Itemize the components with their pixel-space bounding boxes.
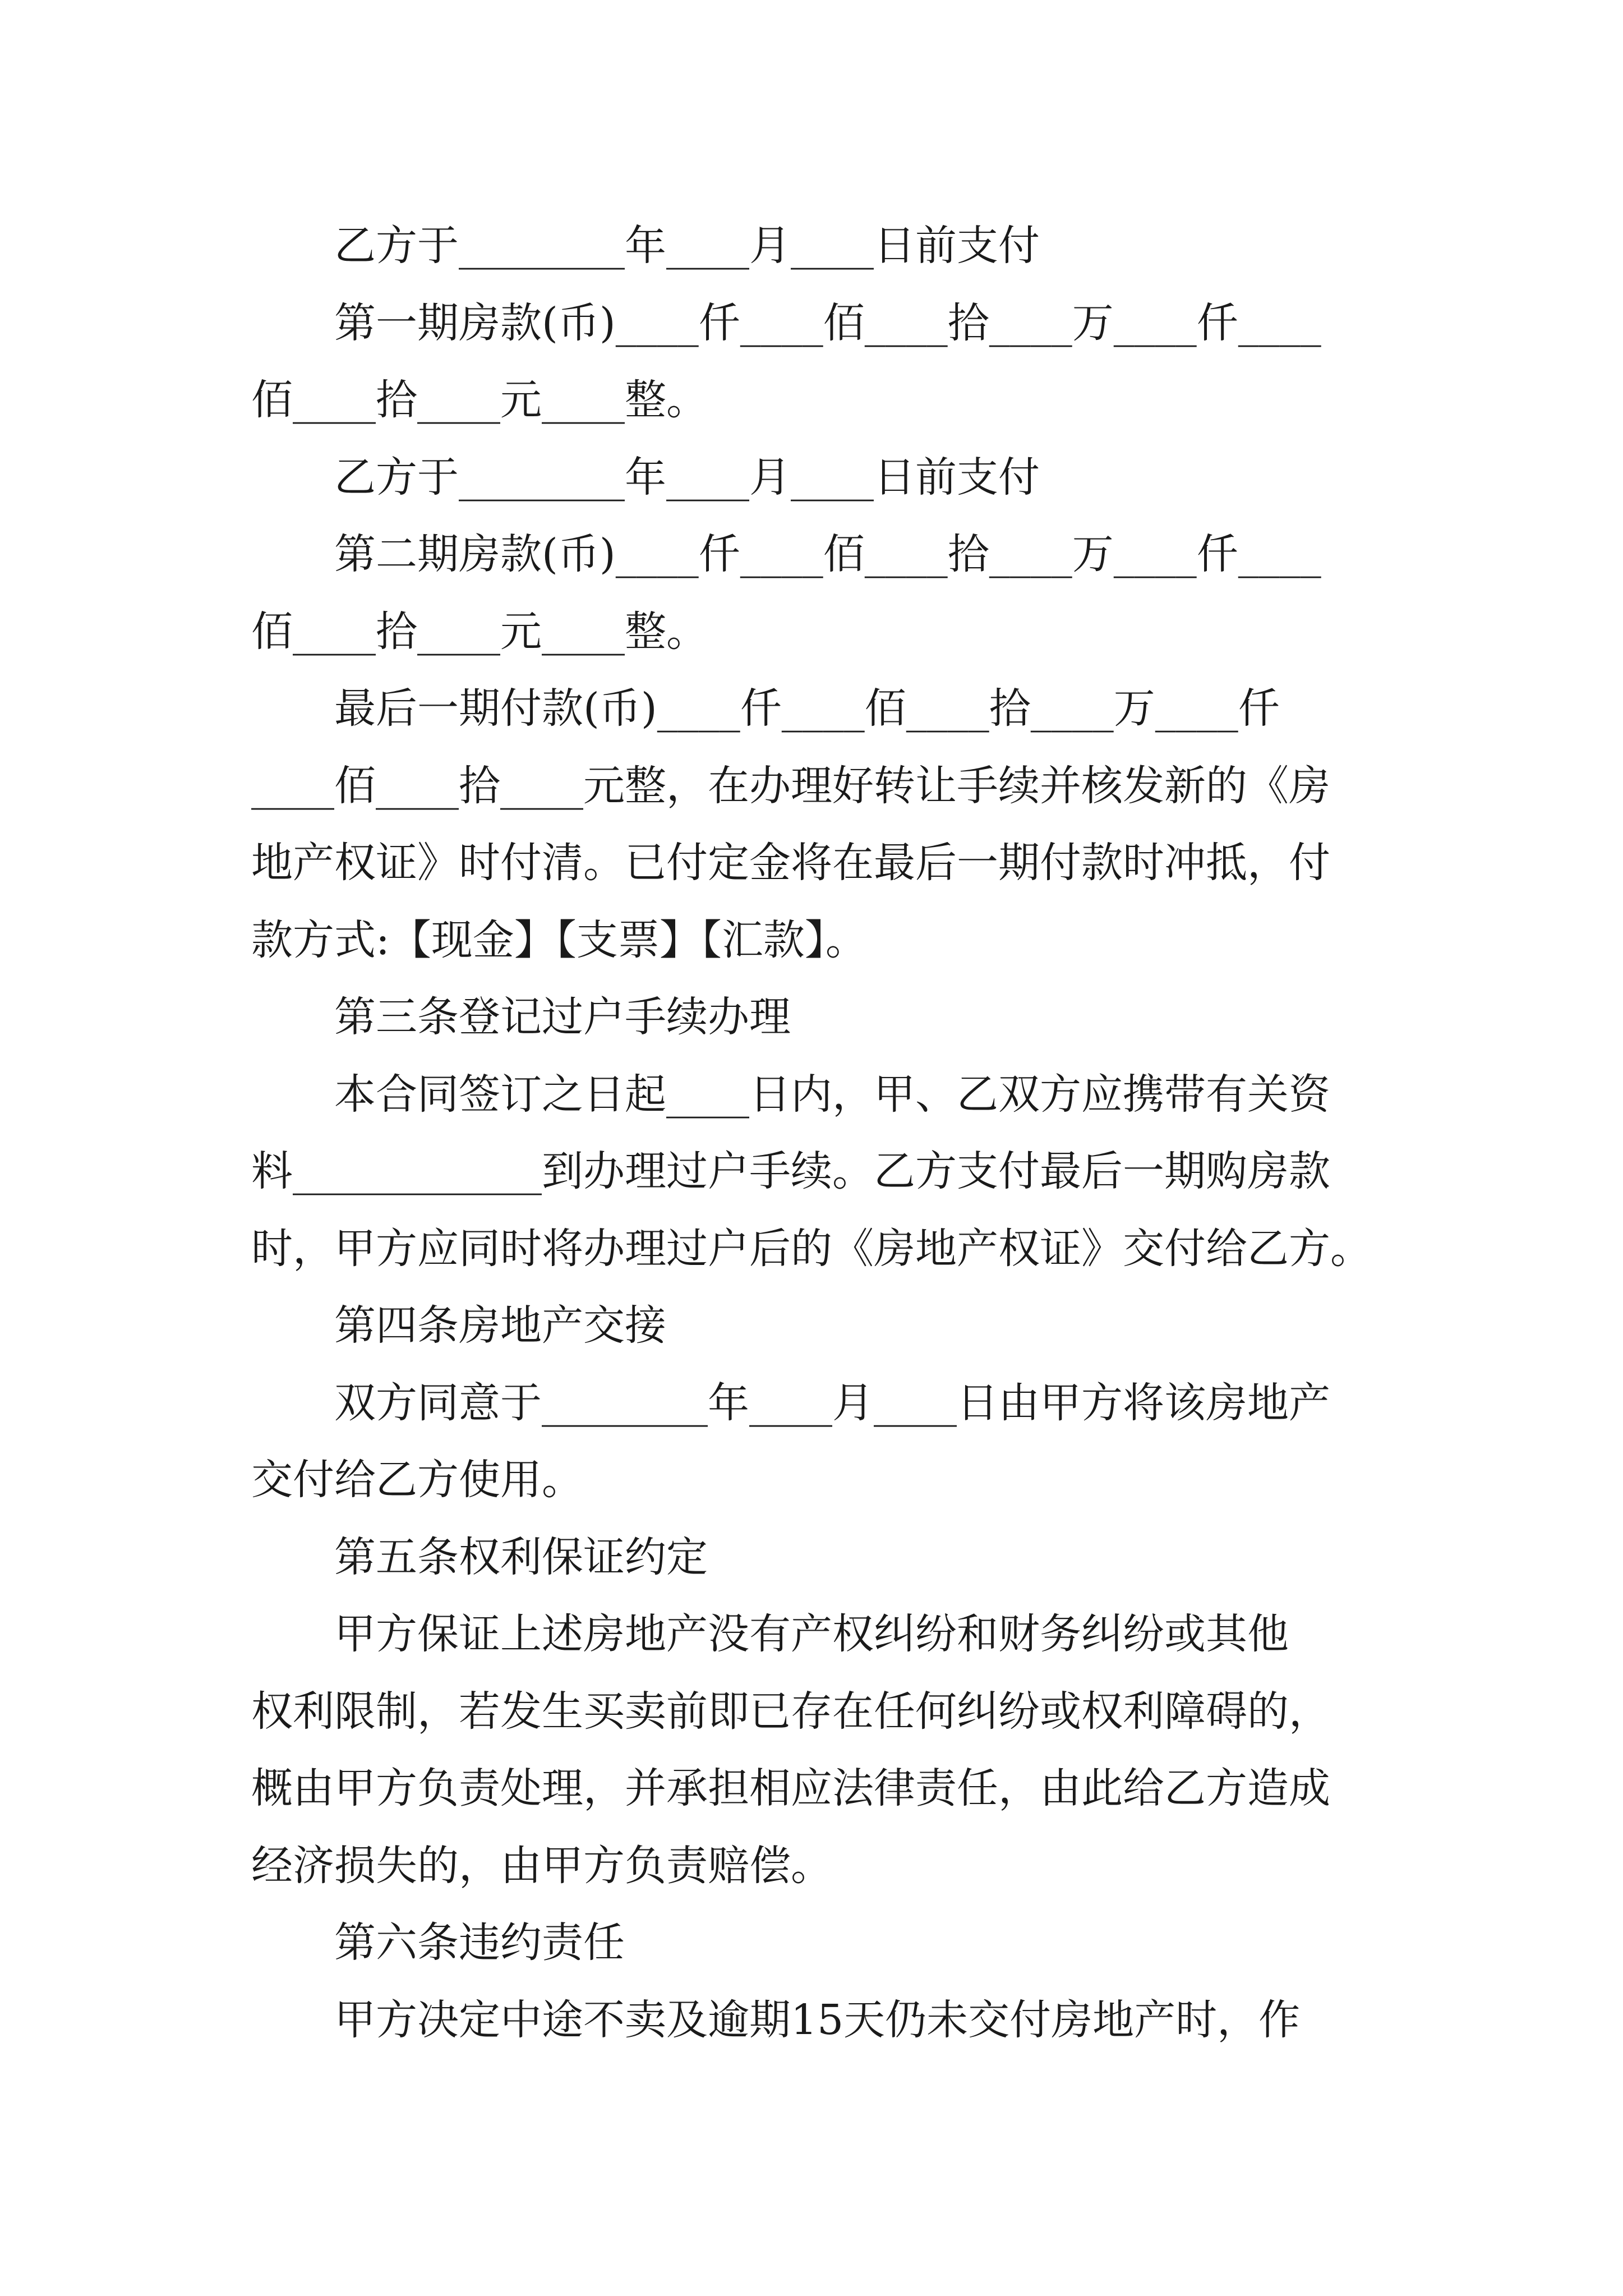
text-line: 甲方决定中途不卖及逾期15天仍未交付房地产时，作 xyxy=(334,1995,1301,2044)
text-line: 佰____拾____元____整。 xyxy=(251,376,708,424)
text-line: 本合同签订之日起____日内，甲、乙双方应携带有关资 xyxy=(334,1070,1330,1119)
text-line: ____佰____拾____元整，在办理好转让手续并核发新的《房 xyxy=(251,761,1330,810)
text-line: 款方式:【现金】【支票】【汇款】。 xyxy=(251,915,867,964)
text-line: 甲方保证上述房地产没有产权纠纷和财务纠纷或其他 xyxy=(334,1610,1289,1658)
text-line: 时，甲方应同时将办理过户后的《房地产权证》交付给乙方。 xyxy=(251,1224,1372,1273)
contract-page xyxy=(251,208,1390,2059)
text-line: 第一期房款(币)____仟____佰____拾____万____仟____ xyxy=(334,298,1321,347)
text-line: 交付给乙方使用。 xyxy=(251,1456,583,1504)
section-heading: 第四条房地产交接 xyxy=(334,1301,666,1350)
text-line: 双方同意于________年____月____日由甲方将该房地产 xyxy=(334,1378,1330,1427)
text-line: 料____________到办理过户手续。乙方支付最后一期购房款 xyxy=(251,1147,1330,1195)
section-heading: 第三条登记过户手续办理 xyxy=(334,993,791,1041)
text-line: 乙方于________年____月____日前支付 xyxy=(334,222,1040,270)
text-line: 乙方于________年____月____日前支付 xyxy=(334,453,1040,501)
text-line: 地产权证》时付清。已付定金将在最后一期付款时冲抵，付 xyxy=(251,839,1330,887)
text-line: 佰____拾____元____整。 xyxy=(251,607,708,656)
text-line: 第二期房款(币)____仟____佰____拾____万____仟____ xyxy=(334,530,1321,578)
text-line: 概由甲方负责处理，并承担相应法律责任，由此给乙方造成 xyxy=(251,1764,1330,1812)
text-line: 权利限制，若发生买卖前即已存在任何纠纷或权利障碍的， xyxy=(251,1687,1330,1736)
section-heading: 第五条权利保证约定 xyxy=(334,1533,708,1581)
section-heading: 第六条违约责任 xyxy=(334,1918,625,1967)
text-line: 经济损失的，由甲方负责赔偿。 xyxy=(251,1841,832,1890)
text-line: 最后一期付款(币)____仟____佰____拾____万____仟 xyxy=(334,684,1280,733)
